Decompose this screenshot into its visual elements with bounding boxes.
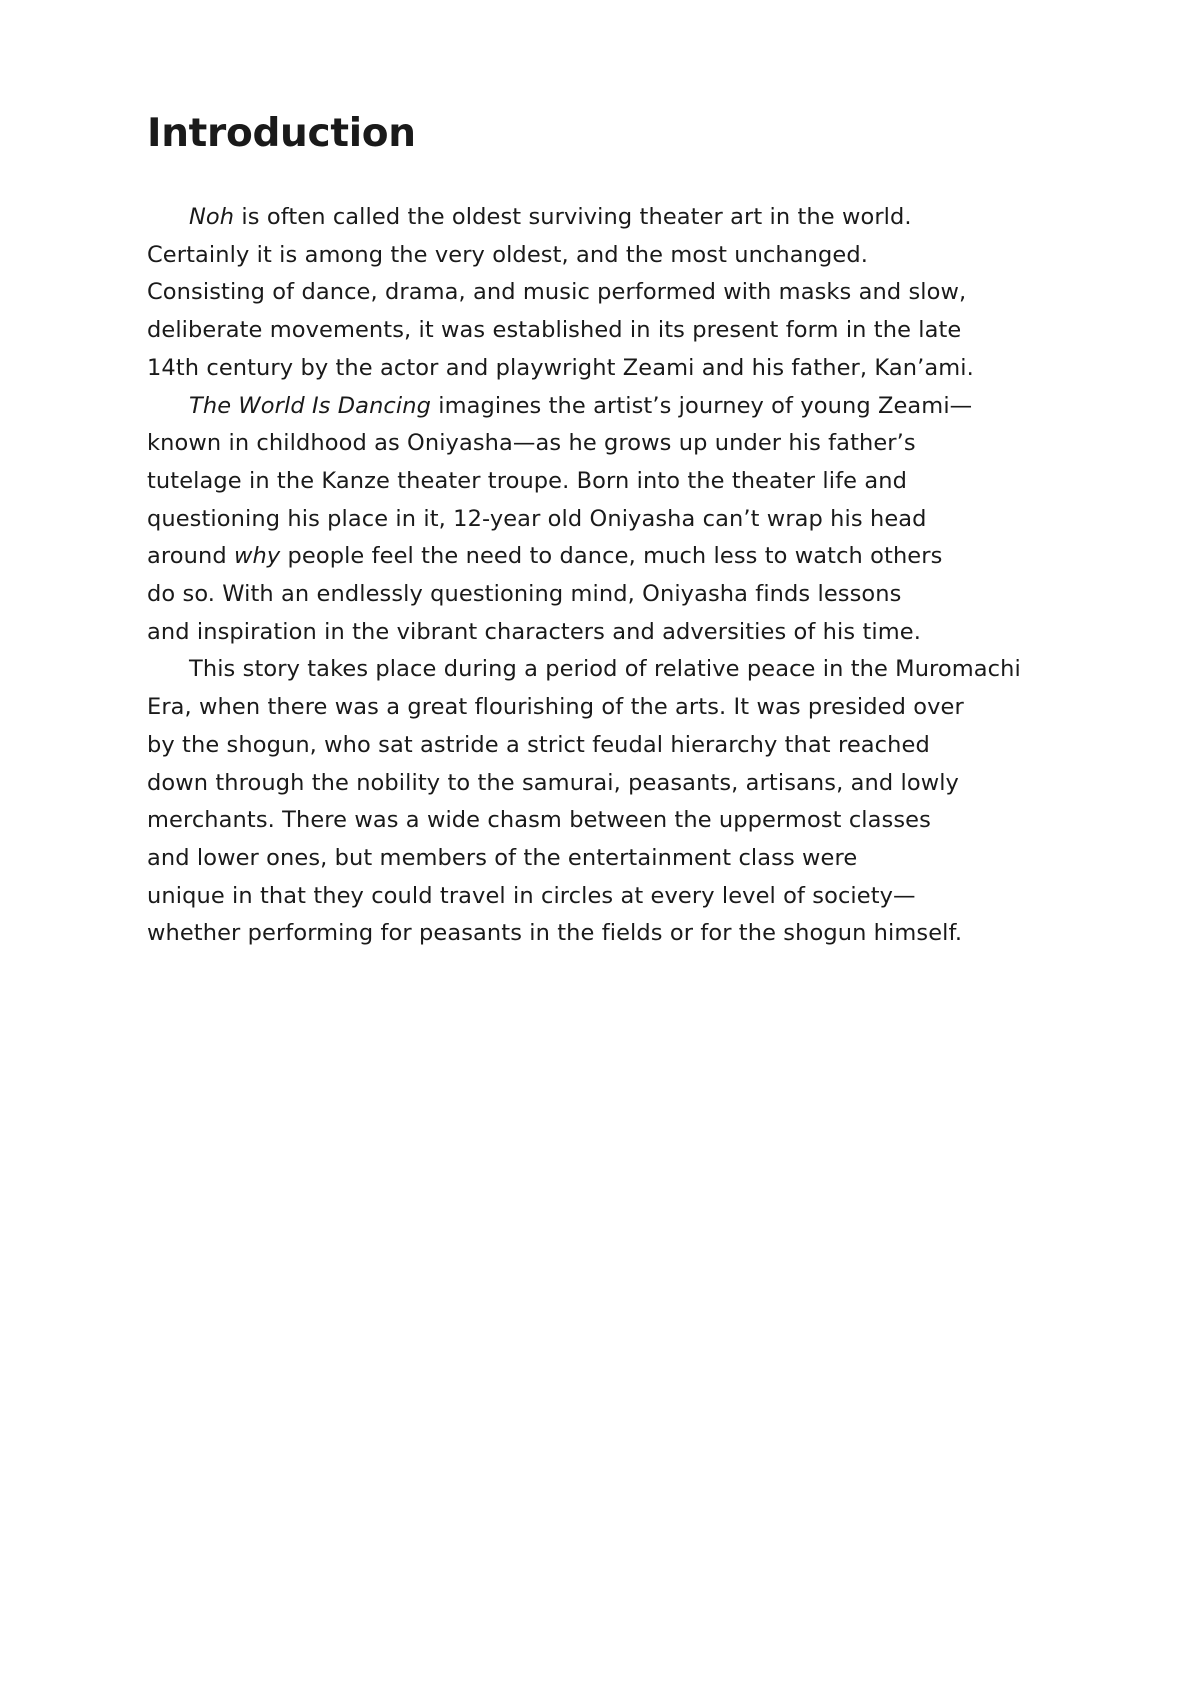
text-segment: known in childhood as Oniyasha—as he grows up under his father’s [147,430,916,457]
text-line [147,538,1127,576]
text-line [147,576,1127,614]
italic-text: The World Is Dancing [189,392,431,419]
text-line [147,802,1127,840]
text-segment: down through the nobility to the samurai, peasants, artisans, and lowly [147,769,959,796]
text-segment: do so. With an endlessly questioning mind, Oniyasha finds lessons [147,581,902,608]
text-segment: by the shogun, who sat astride a strict feudal hierarchy that reached [147,731,930,758]
text-segment: questioning his place in it, 12-year old Oniyasha can’t wrap his head [147,505,927,532]
text-line [147,274,1127,312]
text-segment: people feel the need to dance, much less to watch others [280,543,943,570]
text-segment: whether performing for peasants in the fields or for the shogun himself. [147,920,963,947]
italic-text: Noh [189,204,235,230]
paragraph [147,199,1127,388]
text-line [147,425,1127,463]
text-line [147,840,1127,878]
text-segment: imagines the artist’s journey of young Zeami— [431,392,973,419]
page-title: Introduction [147,111,416,156]
text-line [147,237,1127,275]
text-segment: Era, when there was a great flourishing of the arts. It was presided over [147,694,964,721]
text-line [147,689,1127,727]
text-segment: tutelage in the Kanze theater troupe. Born into the theater life and [147,467,907,494]
text-segment: 14th century by the actor and playwright Zeami and his father, Kan’ami. [147,354,974,381]
text-line [147,199,1127,237]
text-line [147,463,1127,501]
paragraph [147,388,1127,652]
text-line [147,651,1127,689]
text-line [147,915,1127,953]
italic-text: why [233,543,281,570]
text-segment: merchants. There was a wide chasm between the uppermost classes [147,807,931,834]
text-line [147,312,1127,350]
text-line [147,614,1127,652]
body-text [147,199,1127,953]
text-segment: Consisting of dance, drama, and music performed with masks and slow, [147,279,967,306]
text-line [147,878,1127,916]
text-segment: is often called the oldest surviving theater art in the world. [234,204,912,230]
text-segment: around [147,543,234,570]
text-line [147,350,1127,388]
text-segment: This story takes place during a period of relative peace in the Muromachi [189,656,1021,683]
text-segment: deliberate movements, it was established in its present form in the late [147,317,962,344]
text-segment: and inspiration in the vibrant characters and adversities of his time. [147,618,921,645]
text-line [147,501,1127,539]
text-line [147,727,1127,765]
text-segment: unique in that they could travel in circles at every level of society— [147,882,916,909]
paragraph [147,651,1127,953]
text-line [147,765,1127,803]
text-segment: and lower ones, but members of the entertainment class were [147,844,858,871]
text-line [147,388,1127,426]
text-segment: Certainly it is among the very oldest, and the most unchanged. [147,241,869,268]
